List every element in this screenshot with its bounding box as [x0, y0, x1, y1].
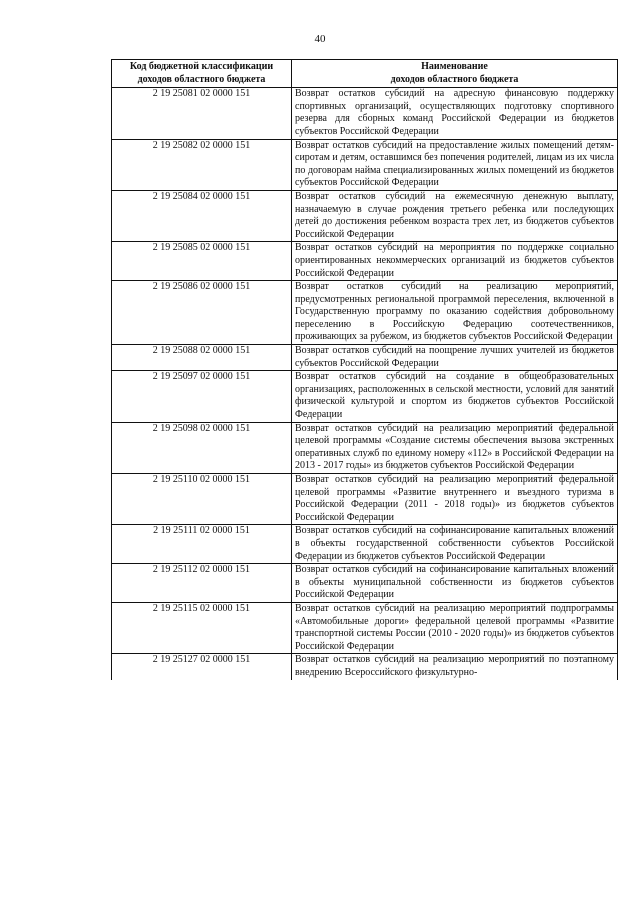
- table-row: [112, 190, 618, 241]
- table-row: [112, 602, 618, 653]
- row-name: Возврат остатков субсидий на реализацию мероприятий федеральной целевой программы «Создание системы обеспечения вызова экстренных оперативных служб по единому номеру «112» в Российской Федерации на 2013 - 2017 годы» из бюджетов субъектов Российской Федерации: [292, 422, 618, 473]
- header-code-line-1: Код бюджетной классификации: [129, 61, 274, 72]
- table-row: [112, 281, 618, 345]
- row-code: 2 19 25085 02 0000 151: [112, 242, 292, 281]
- table-row: [112, 422, 618, 473]
- table-row: [112, 371, 618, 422]
- header-code-line-2: доходов областного бюджета: [137, 73, 266, 85]
- table-row: [112, 345, 618, 371]
- row-name: Возврат остатков субсидий на предоставление жилых помещений детям-сиротам и детям, оставшимся без попечения родителей, лицам из их числа по договорам найма специализированных жилых помещений из бюджетов субъектов Российской Федерации: [292, 139, 618, 190]
- row-name: Возврат остатков субсидий на поощрение лучших учителей из бюджетов субъектов Российской Федерации: [292, 345, 618, 371]
- table-row: [112, 139, 618, 190]
- header-code-column: [112, 60, 292, 88]
- row-code: 2 19 25127 02 0000 151: [112, 654, 292, 680]
- row-name: Возврат остатков субсидий на создание в общеобразовательных организациях, расположенных в сельской местности, условий для занятий физической культурой и спортом из бюджетов субъектов Российской Федерации: [292, 371, 618, 422]
- row-name: Возврат остатков субсидий на реализацию мероприятий по поэтапному внедрению Всероссийского физкультурно-: [292, 654, 618, 680]
- row-code: 2 19 25098 02 0000 151: [112, 422, 292, 473]
- row-code: 2 19 25112 02 0000 151: [112, 564, 292, 603]
- table-header-row: [112, 60, 618, 88]
- header-name-column: [292, 60, 618, 88]
- row-code: 2 19 25110 02 0000 151: [112, 474, 292, 525]
- page-number: 40: [314, 33, 326, 45]
- table-row: [112, 564, 618, 603]
- row-code: 2 19 25081 02 0000 151: [112, 88, 292, 139]
- row-name: Возврат остатков субсидий на адресную финансовую поддержку спортивных организаций, осуществляющих подготовку спортивного резерва для сборных команд Российской Федерации из бюджетов субъектов Российской Федерации: [292, 88, 618, 139]
- row-name: Возврат остатков субсидий на реализацию мероприятий федеральной целевой программы «Развитие внутреннего и въездного туризма в Российской Федерации (2011 - 2018 годы)» из бюджетов субъектов Российской Федерации: [292, 474, 618, 525]
- row-name: Возврат остатков субсидий на софинансирование капитальных вложений в объекты муниципальной собственности из бюджетов субъектов Российской Федерации: [292, 564, 618, 603]
- row-code: 2 19 25111 02 0000 151: [112, 525, 292, 564]
- row-code: 2 19 25086 02 0000 151: [112, 281, 292, 345]
- table-row: [112, 88, 618, 139]
- budget-classification-table: [111, 59, 618, 680]
- table-row: [112, 242, 618, 281]
- header-name-line-1: Наименование: [421, 61, 488, 72]
- table-row: [112, 474, 618, 525]
- row-code: 2 19 25097 02 0000 151: [112, 371, 292, 422]
- row-code: 2 19 25084 02 0000 151: [112, 190, 292, 241]
- row-name: Возврат остатков субсидий на мероприятия по поддержке социально ориентированных некоммерческих организаций из бюджетов субъектов Российской Федерации: [292, 242, 618, 281]
- table-row: [112, 525, 618, 564]
- header-name-line-2: доходов областного бюджета: [390, 73, 519, 85]
- row-name: Возврат остатков субсидий на реализацию мероприятий, предусмотренных региональной программой переселения, включенной в Государственную программу по оказанию содействия добровольному переселению в Российскую Федерацию соотечественников, проживающих за рубежом, из бюджетов субъектов Российской Федерации: [292, 281, 618, 345]
- row-code: 2 19 25115 02 0000 151: [112, 602, 292, 653]
- row-name: Возврат остатков субсидий на реализацию мероприятий подпрограммы «Автомобильные дороги» федеральной целевой программы «Развитие транспортной системы России (2010 - 2020 годы)» из бюджетов субъектов Российской Федерации: [292, 602, 618, 653]
- row-name: Возврат остатков субсидий на ежемесячную денежную выплату, назначаемую в случае рождения третьего ребенка или последующих детей до достижения ребенком возраста трех лет, из бюджетов субъектов Российской Федерации: [292, 190, 618, 241]
- table-row: [112, 654, 618, 680]
- row-code: 2 19 25088 02 0000 151: [112, 345, 292, 371]
- row-name: Возврат остатков субсидий на софинансирование капитальных вложений в объекты государственной собственности субъектов Российской Федерации из бюджетов субъектов Российской Федерации: [292, 525, 618, 564]
- row-code: 2 19 25082 02 0000 151: [112, 139, 292, 190]
